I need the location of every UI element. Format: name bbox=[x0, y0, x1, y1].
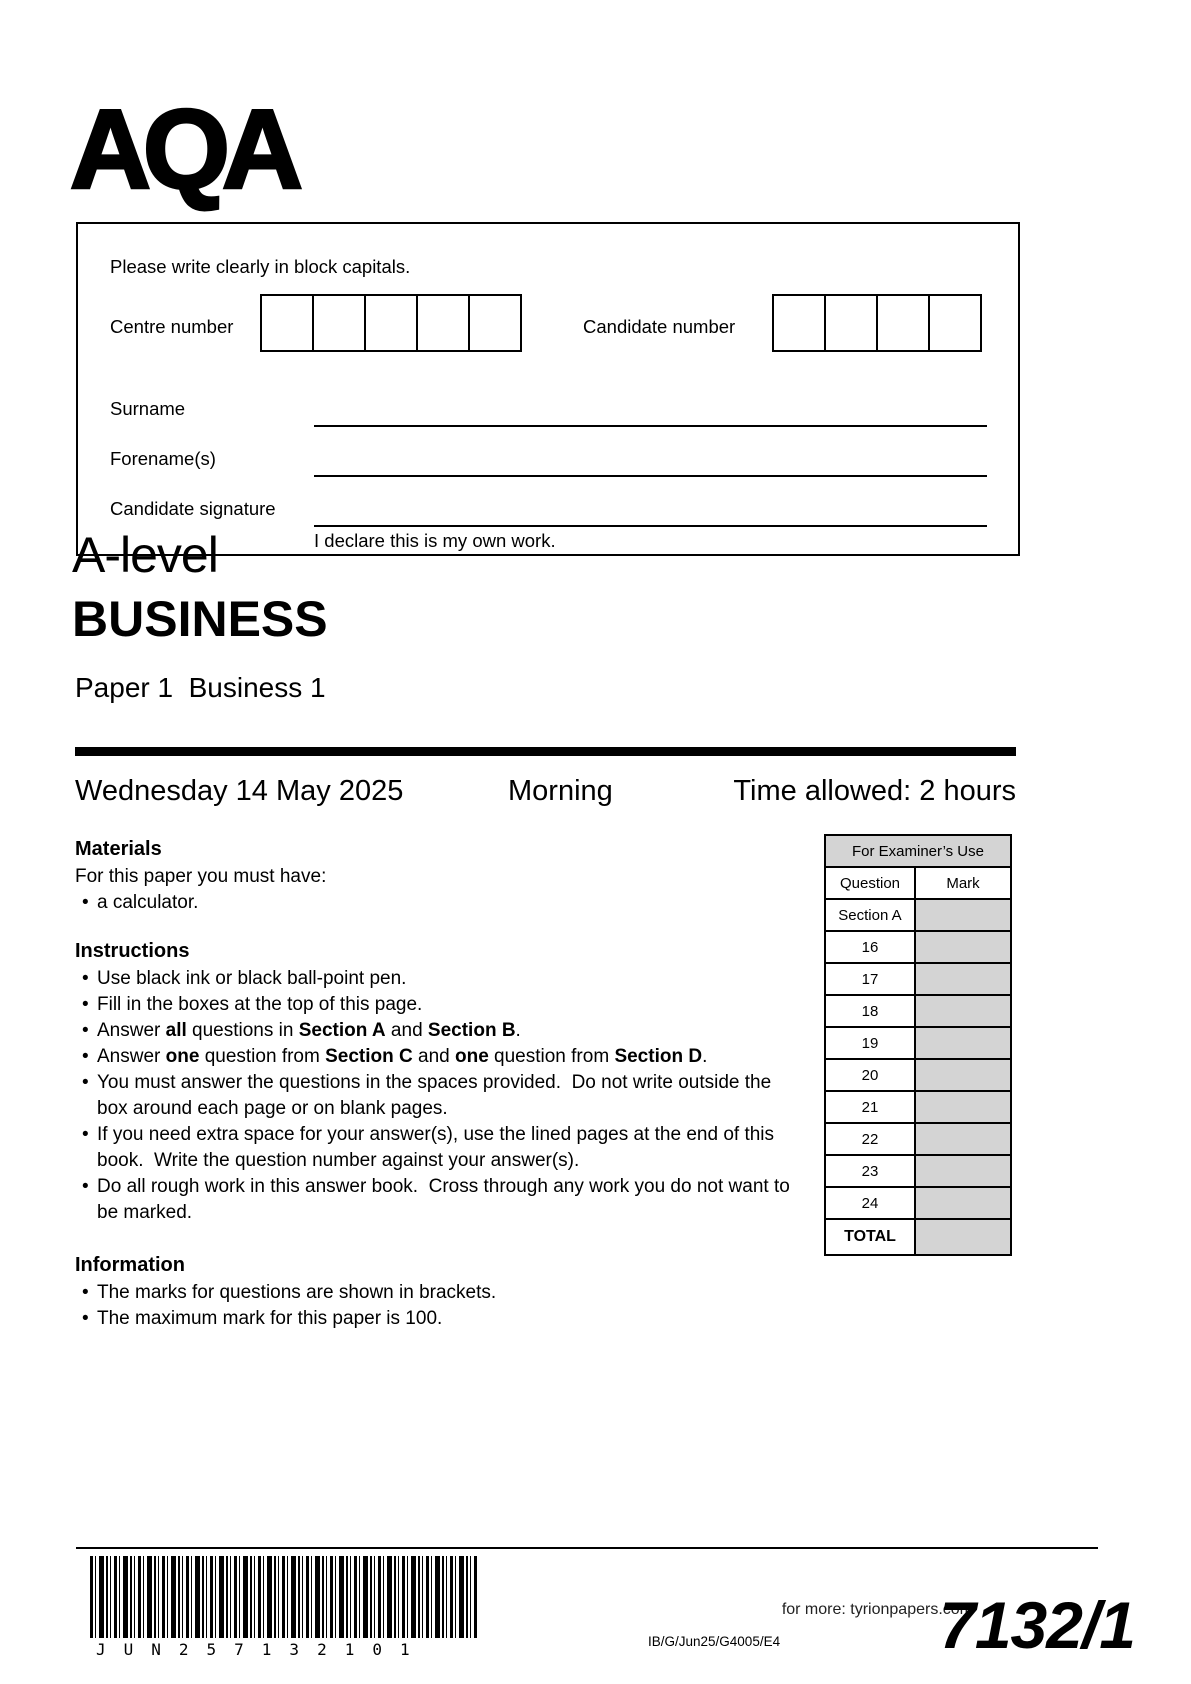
paper-code: 7132/1 bbox=[939, 1588, 1135, 1662]
question-cell: 21 bbox=[825, 1091, 915, 1123]
bullet-item: • The maximum mark for this paper is 100. bbox=[75, 1306, 805, 1332]
examiner-row bbox=[825, 995, 1011, 1027]
instructions-list bbox=[75, 966, 805, 1226]
instructions-heading: Instructions bbox=[75, 940, 190, 962]
entry-box[interactable] bbox=[876, 294, 930, 352]
total-row bbox=[825, 1219, 1011, 1255]
mark-cell bbox=[915, 995, 1011, 1027]
examiner-table bbox=[824, 834, 1012, 1256]
paper-reference: IB/G/Jun25/G4005/E4 bbox=[648, 1634, 781, 1649]
examiner-row bbox=[825, 1091, 1011, 1123]
barcode-text: JUN257132101 bbox=[96, 1640, 428, 1659]
question-column-header: Question bbox=[825, 867, 915, 899]
mark-cell bbox=[915, 1187, 1011, 1219]
materials-intro: For this paper you must have: bbox=[75, 866, 327, 887]
mark-column-header: Mark bbox=[915, 867, 1011, 899]
candidate-number-boxes bbox=[772, 294, 982, 352]
question-cell: 16 bbox=[825, 931, 915, 963]
centre-number-boxes bbox=[260, 294, 522, 352]
examiner-row bbox=[825, 1187, 1011, 1219]
question-cell: Section A bbox=[825, 899, 915, 931]
total-mark-cell bbox=[915, 1219, 1011, 1255]
footer-rule bbox=[76, 1547, 1098, 1549]
paper-title: Paper 1 Business 1 bbox=[75, 672, 326, 703]
surname-label: Surname bbox=[110, 398, 186, 419]
mark-cell bbox=[915, 1155, 1011, 1187]
mark-cell bbox=[915, 899, 1011, 931]
front-page-text bbox=[75, 828, 805, 1332]
divider-rule bbox=[75, 747, 1016, 756]
forenames-line[interactable] bbox=[314, 475, 987, 477]
examiner-row bbox=[825, 899, 1011, 931]
examiner-row bbox=[825, 1027, 1011, 1059]
bullet-item: • Do all rough work in this answer book. Cross through any work you do not want to be marked. bbox=[75, 1174, 805, 1226]
examiner-row bbox=[825, 1123, 1011, 1155]
bullet-item: • Use black ink or black ball-point pen. bbox=[75, 966, 805, 992]
declaration-note: I declare this is my own work. bbox=[314, 530, 556, 551]
question-cell: 24 bbox=[825, 1187, 915, 1219]
forenames-label: Forename(s) bbox=[110, 448, 216, 469]
bullet-item: • a calculator. bbox=[75, 890, 805, 916]
entry-box[interactable] bbox=[260, 294, 314, 352]
question-cell: 22 bbox=[825, 1123, 915, 1155]
bullet-item: • Fill in the boxes at the top of this page. bbox=[75, 992, 805, 1018]
question-cell: 20 bbox=[825, 1059, 915, 1091]
surname-line[interactable] bbox=[314, 425, 987, 427]
mark-cell bbox=[915, 1059, 1011, 1091]
qualification-title: A-level bbox=[72, 527, 218, 583]
information-heading: Information bbox=[75, 1254, 185, 1276]
total-label: TOTAL bbox=[825, 1219, 915, 1255]
bullet-item: • If you need extra space for your answer(s), use the lined pages at the end of this book. Write the question number against your answer(s). bbox=[75, 1122, 805, 1174]
entry-box[interactable] bbox=[928, 294, 982, 352]
candidate-number-label: Candidate number bbox=[583, 316, 736, 337]
materials-heading: Materials bbox=[75, 838, 162, 860]
candidate-details-box bbox=[76, 222, 1020, 556]
promo-text: for more: tyrionpapers.com bbox=[781, 1601, 973, 1618]
bullet-item: • You must answer the questions in the spaces provided. Do not write outside the box around each page or on blank pages. bbox=[75, 1070, 805, 1122]
examiner-row bbox=[825, 1059, 1011, 1091]
exam-session: Morning bbox=[508, 775, 613, 807]
examiner-row bbox=[825, 963, 1011, 995]
bullet-item: • Answer all questions in Section A and Section B. bbox=[75, 1018, 805, 1044]
question-cell: 19 bbox=[825, 1027, 915, 1059]
examiner-table-title: For Examiner’s Use bbox=[825, 835, 1011, 867]
aqa-logo: AQA bbox=[70, 87, 295, 212]
examiner-row bbox=[825, 1155, 1011, 1187]
barcode bbox=[90, 1556, 478, 1638]
question-cell: 23 bbox=[825, 1155, 915, 1187]
information-list bbox=[75, 1280, 805, 1332]
entry-box[interactable] bbox=[364, 294, 418, 352]
mark-cell bbox=[915, 1027, 1011, 1059]
entry-box[interactable] bbox=[416, 294, 470, 352]
question-cell: 17 bbox=[825, 963, 915, 995]
signature-label: Candidate signature bbox=[110, 498, 276, 519]
entry-box[interactable] bbox=[824, 294, 878, 352]
entry-box[interactable] bbox=[312, 294, 366, 352]
question-cell: 18 bbox=[825, 995, 915, 1027]
mark-cell bbox=[915, 963, 1011, 995]
entry-box[interactable] bbox=[772, 294, 826, 352]
mark-cell bbox=[915, 1123, 1011, 1155]
materials-list bbox=[75, 890, 805, 916]
bullet-item: • The marks for questions are shown in brackets. bbox=[75, 1280, 805, 1306]
mark-cell bbox=[915, 931, 1011, 963]
entry-box[interactable] bbox=[468, 294, 522, 352]
examiner-row bbox=[825, 931, 1011, 963]
bullet-item: • Answer one question from Section C and one question from Section D. bbox=[75, 1044, 805, 1070]
time-allowed: Time allowed: 2 hours bbox=[733, 775, 1016, 807]
mark-cell bbox=[915, 1091, 1011, 1123]
subject-title: BUSINESS bbox=[72, 591, 328, 647]
signature-line[interactable] bbox=[314, 525, 987, 527]
block-capitals-note: Please write clearly in block capitals. bbox=[110, 256, 411, 277]
centre-number-label: Centre number bbox=[110, 316, 234, 337]
exam-date: Wednesday 14 May 2025 bbox=[75, 775, 404, 807]
